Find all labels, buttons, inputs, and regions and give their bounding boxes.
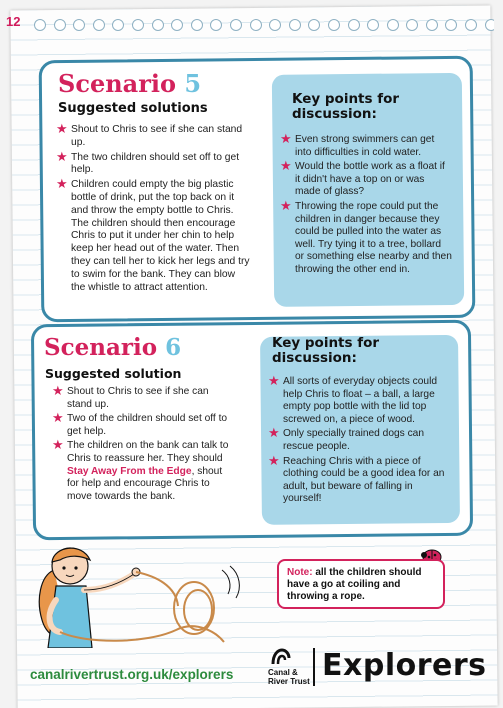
scenario-6-solutions — [52, 383, 232, 505]
list-item: ★ Even strong swimmers can get into difficulties in cold water. — [280, 131, 435, 158]
note-label: Note: — [287, 567, 313, 578]
website-link[interactable]: canalrivertrust.org.uk/explorers — [30, 667, 234, 682]
star-bullet-icon: ★ — [56, 176, 68, 192]
star-bullet-icon: ★ — [280, 197, 292, 213]
stay-away-highlight: Stay Away From the Edge — [67, 465, 192, 477]
scenario-6-subtitle: Suggested solution — [45, 366, 182, 381]
scenario-6-title: Scenario 6 — [44, 334, 182, 361]
scenario-5-key-points-title: Key points for discussion: — [292, 91, 400, 122]
scenario-5-solutions — [56, 121, 250, 296]
star-bullet-icon: ★ — [280, 131, 292, 146]
scenario-6-key-points — [268, 373, 450, 508]
star-bullet-icon: ★ — [268, 373, 280, 388]
star-bullet-icon: ★ — [268, 425, 280, 441]
canal-river-trust-logo-icon — [270, 648, 292, 666]
note-box — [277, 559, 445, 609]
scenario-6-key-points-title: Key points for discussion: — [272, 335, 380, 366]
girl-with-rope-illustration — [26, 540, 256, 648]
list-item: ★ Shout to Chris to see if she can stand up. — [52, 383, 209, 410]
list-item: ★ Only specially trained dogs can rescue people. — [268, 425, 425, 452]
star-bullet-icon: ★ — [56, 121, 68, 136]
list-item: ★ Children could empty the big plastic bottle of drink, put the top back on it and throw the empty bottle to Chris. The children should then encourage Chris to put it under her chin to help keep her head out of the water. Then they can tell her to kick her legs and try to swim for the bank. They can blow the whistle to attract attention. — [56, 176, 250, 293]
list-item: ★ Two of the children should set off to get help. — [52, 410, 228, 437]
footer-divider — [313, 648, 315, 686]
star-bullet-icon: ★ — [280, 158, 292, 174]
scenario-5-key-points — [280, 131, 452, 279]
scenario-5-subtitle: Suggested solutions — [58, 101, 208, 116]
note-text: all the children should have a go at coiling and throwing a rope. — [287, 567, 422, 602]
scenario-5-title: Scenario 5 — [58, 69, 202, 98]
star-bullet-icon: ★ — [56, 148, 68, 164]
list-item: ★ Reaching Chris with a piece of clothing could be a good idea for an adult, but beware of falling in yourself! — [268, 452, 445, 505]
list-item: ★ Shout to Chris to see if she can stand up. — [56, 121, 243, 148]
explorers-brand: Explorers — [322, 648, 487, 683]
star-bullet-icon: ★ — [52, 410, 64, 426]
star-bullet-icon: ★ — [52, 437, 64, 453]
list-item: ★ The two children should set off to get help. — [56, 148, 240, 176]
page-number: 12 — [6, 14, 21, 29]
list-item: ★ Would the bottle work as a float if it didn't have a top on or was made of glass? — [280, 158, 445, 198]
list-item: ★ The children on the bank can talk to Chris to reassure her. They should Stay Away From the Edge, shout for help and encourage Chris to move towards the bank. — [52, 437, 229, 502]
star-bullet-icon: ★ — [52, 383, 64, 398]
list-item: ★ Throwing the rope could put the children in danger because they could be pulled into the water as well. Try tying it to a tree, bollard or something else nearby and then throwing the other end in. — [280, 197, 452, 275]
star-bullet-icon: ★ — [268, 452, 280, 468]
canal-river-trust-name: Canal & River Trust — [268, 668, 310, 686]
list-item: ★ All sorts of everyday objects could help Chris to float – a ball, a large empty pop bottle with the lid top screwed on, a piece of wood. — [268, 373, 438, 425]
spiral-binding — [34, 18, 494, 32]
